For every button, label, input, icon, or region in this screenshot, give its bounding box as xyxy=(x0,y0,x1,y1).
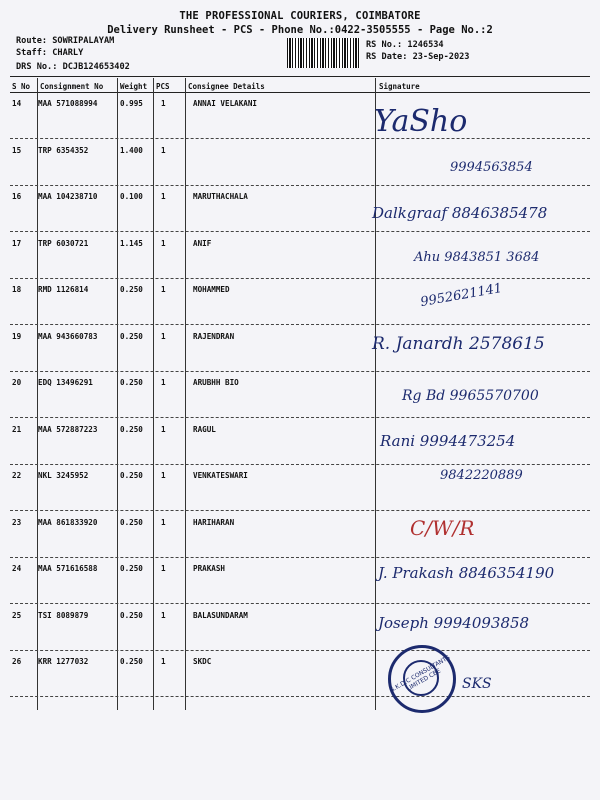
row-pcs: 1 xyxy=(161,378,166,387)
table-row xyxy=(10,93,590,139)
row-consignee: BALASUNDARAM xyxy=(193,610,248,620)
signature: 9842220889 xyxy=(440,468,523,483)
signature: Dalkgraaf 8846385478 xyxy=(372,204,548,222)
row-consignee: ARUBHH BIO xyxy=(193,378,239,387)
col-header-weight: Weight xyxy=(120,82,148,91)
col-header-pcs: PCS xyxy=(156,82,170,91)
row-weight: 0.250 xyxy=(120,424,143,434)
row-pcs: 1 xyxy=(161,517,166,527)
row-sno: 14 xyxy=(12,99,22,108)
row-weight: 0.250 xyxy=(120,331,143,341)
row-weight: 0.995 xyxy=(120,99,143,108)
row-pcs: 1 xyxy=(161,99,166,108)
row-consignee: ANIF xyxy=(193,238,212,248)
row-weight: 0.250 xyxy=(120,378,143,387)
signature: YaSho xyxy=(374,104,468,139)
signature: 9994563854 xyxy=(450,160,533,175)
rs-date: RS Date: 23-Sep-2023 xyxy=(366,52,470,62)
row-pcs: 1 xyxy=(161,285,166,294)
row-consignment-no: TRP 6354352 xyxy=(38,145,89,155)
row-pcs: 1 xyxy=(161,238,166,248)
company-stamp xyxy=(388,645,456,713)
route-label: Route: SOWRIPALAYAM xyxy=(16,36,115,46)
row-weight: 1.400 xyxy=(120,145,143,155)
signature: J. Prakash 8846354190 xyxy=(378,564,555,582)
company-title: THE PROFESSIONAL COURIERS, COIMBATORE xyxy=(179,10,421,22)
signature: 9952621141 xyxy=(419,280,504,311)
table-row xyxy=(10,279,590,325)
row-consignee: MARUTHACHALA xyxy=(193,192,248,201)
signature: Joseph 9994093858 xyxy=(378,614,530,632)
row-consignee: RAGUL xyxy=(193,424,216,434)
row-sno: 15 xyxy=(12,145,22,155)
signature: Rani 9994473254 xyxy=(380,432,516,450)
row-sno: 22 xyxy=(12,471,22,480)
row-sno: 21 xyxy=(12,424,22,434)
row-sno: 24 xyxy=(12,564,22,573)
row-pcs: 1 xyxy=(161,192,166,201)
row-consignee: VENKATESWARI xyxy=(193,471,248,480)
row-consignment-no: RMD 1126814 xyxy=(38,285,89,294)
row-consignee: RAJENDRAN xyxy=(193,331,235,341)
row-consignee: ANNAI VELAKANI xyxy=(193,99,258,108)
row-weight: 0.100 xyxy=(120,192,143,201)
row-sno: 19 xyxy=(12,331,22,341)
signature: Rg Bd 9965570700 xyxy=(402,388,539,404)
barcode xyxy=(287,38,360,68)
runsheet-subtitle: Delivery Runsheet - PCS - Phone No.:0422-3505555 - Page No.:2 xyxy=(107,24,493,36)
table-row xyxy=(10,651,590,697)
row-pcs: 1 xyxy=(161,610,166,620)
row-weight: 0.250 xyxy=(120,285,143,294)
row-sno: 18 xyxy=(12,285,22,294)
row-consignment-no: MAA 861833920 xyxy=(38,517,98,527)
row-weight: 0.250 xyxy=(120,471,143,480)
row-pcs: 1 xyxy=(161,657,166,666)
row-weight: 0.250 xyxy=(120,657,143,666)
signature: R. Janardh 2578615 xyxy=(372,334,545,354)
row-consignment-no: MAA 571088994 xyxy=(38,99,98,108)
row-sno: 23 xyxy=(12,517,22,527)
row-consignment-no: NKL 3245952 xyxy=(38,471,89,480)
col-header-consignee: Consignee Details xyxy=(188,82,265,91)
row-consignment-no: EDQ 13496291 xyxy=(38,378,93,387)
row-sno: 25 xyxy=(12,610,22,620)
row-consignment-no: TRP 6030721 xyxy=(38,238,89,248)
row-sno: 17 xyxy=(12,238,22,248)
row-consignee: HARIHARAN xyxy=(193,517,235,527)
row-weight: 0.250 xyxy=(120,610,143,620)
row-sno: 20 xyxy=(12,378,22,387)
row-weight: 0.250 xyxy=(120,517,143,527)
row-consignment-no: MAA 104238710 xyxy=(38,192,98,201)
row-consignment-no: KRR 1277032 xyxy=(38,657,89,666)
row-consignment-no: MAA 943660783 xyxy=(38,331,98,341)
rs-number: RS No.: 1246534 xyxy=(366,40,444,50)
staff-label: Staff: CHARLY xyxy=(16,48,84,58)
row-pcs: 1 xyxy=(161,564,166,573)
row-consignment-no: MAA 572887223 xyxy=(38,424,98,434)
row-consignment-no: TSI 8089879 xyxy=(38,610,89,620)
col-header-consignment: Consignment No xyxy=(40,82,104,91)
row-pcs: 1 xyxy=(161,145,166,155)
stamp-text: S.K.D.C CONSULTANTS LIMITED CBE xyxy=(389,654,452,694)
row-pcs: 1 xyxy=(161,331,166,341)
row-weight: 1.145 xyxy=(120,238,143,248)
signature: SKS xyxy=(462,676,492,692)
table-top-border xyxy=(10,76,590,77)
row-pcs: 1 xyxy=(161,471,166,480)
row-sno: 16 xyxy=(12,192,22,201)
drs-number: DRS No.: DCJB124653402 xyxy=(16,62,130,72)
signature: C/W/R xyxy=(410,516,475,540)
signature: Ahu 9843851 3684 xyxy=(414,250,540,265)
row-consignee: MOHAMMED xyxy=(193,285,230,294)
row-divider xyxy=(10,696,590,697)
table-row xyxy=(10,512,590,558)
row-weight: 0.250 xyxy=(120,564,143,573)
row-pcs: 1 xyxy=(161,424,166,434)
row-consignee: PRAKASH xyxy=(193,564,226,573)
row-sno: 26 xyxy=(12,657,22,666)
col-header-signature: Signature xyxy=(379,82,420,91)
row-consignment-no: MAA 571616588 xyxy=(38,564,98,573)
col-header-sno: S No xyxy=(12,82,31,91)
row-consignee: SKDC xyxy=(193,657,212,666)
